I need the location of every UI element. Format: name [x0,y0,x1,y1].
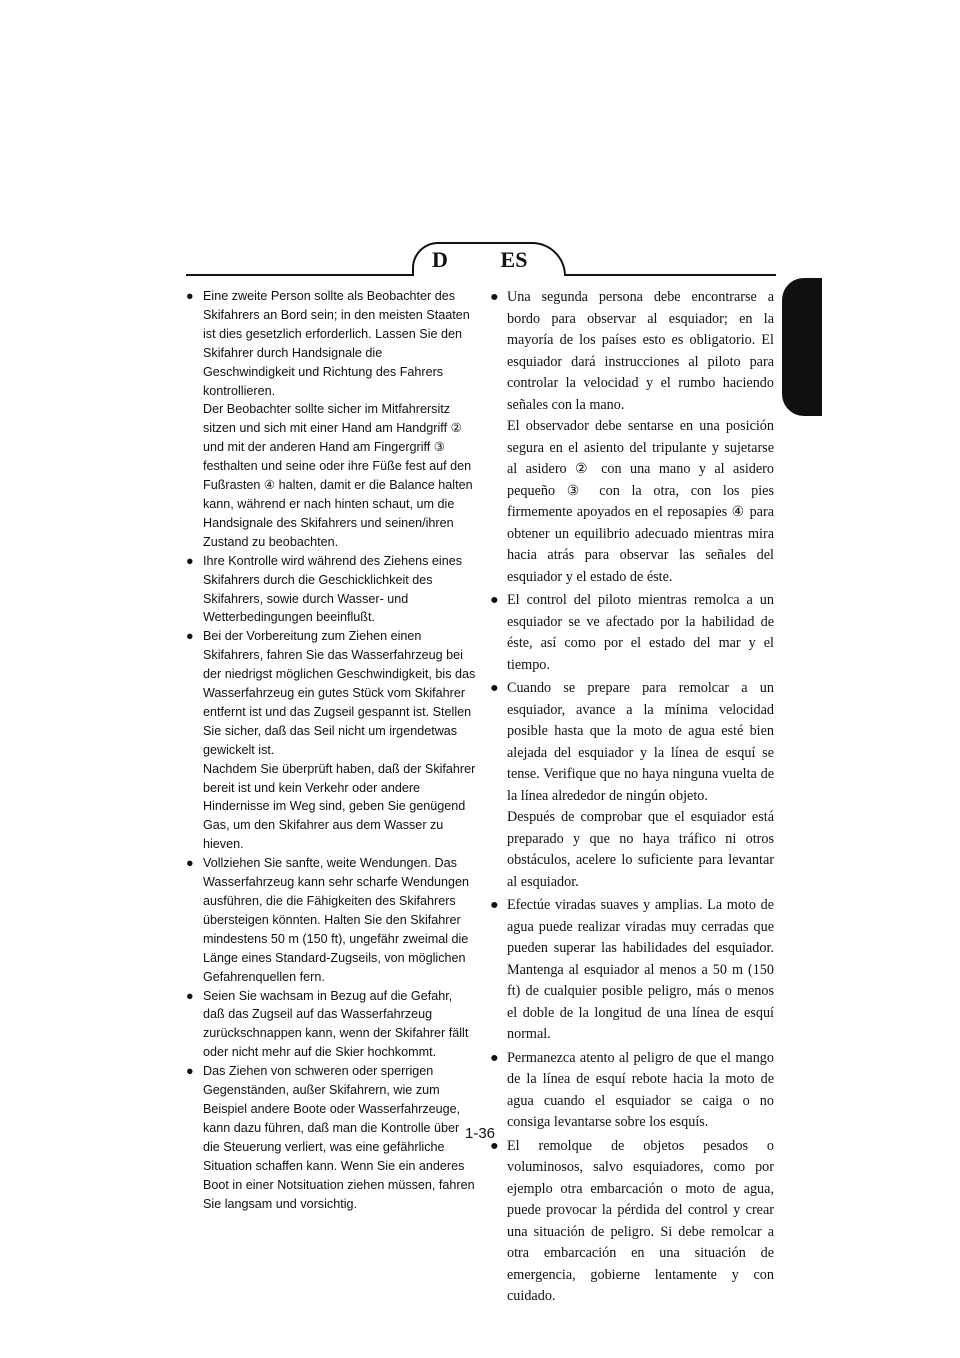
language-header [186,242,776,282]
bullet-icon: ● [186,289,194,303]
bullet-icon: ● [490,1049,499,1066]
item-paragraph: Seien Sie wachsam in Bezug auf die Gefahr, daß das Zugseil auf das Wasserfahrzeug zurückschnappen kann, wenn der Skifahrer fällt oder nicht mehr auf die Skier hochkommt. [203,988,469,1060]
bullet-icon: ● [186,988,194,1003]
item-paragraph: Cuando se prepare para remolcar a un esquiador, avance a la mínima velocidad posible hasta que la moto de agua esté bien alejada del esquiador y la línea de esquí se tense. Verifique que no haya ninguna vuelta de la línea alrededor de ningún objeto. [507,680,774,804]
bullet-item [490,590,774,676]
item-paragraph: El observador debe sentarse en una posición segura en el asiento del tripulante y sujetarse al asidero ② con una mano y al asidero pequeño ③ con la otra, con los pies firmemente apoyados en el reposapies ④ para obtener un equilibrio adecuado mientras mira hacia atrás para observar las señales del esquiador y el estado de éste. [507,418,774,585]
item-paragraph: El control del piloto mientras remolca a un esquiador se ve afectado por la habilidad de éste, así como por el estado del mar y el tiempo. [507,592,774,673]
bullet-icon: ● [186,629,194,644]
bullet-item [186,627,476,854]
bullet-item [490,287,774,588]
item-paragraph: Bei der Vorbereitung zum Ziehen einen Skifahrers, fahren Sie das Wasserfahrzeug bei der niedrigst möglichen Geschwindigkeit, bis das Wasserfahrzeug ein gutes Stück vom Skifahrer entfernt ist und das Zugseil gespannt ist. Stellen Sie sicher, daß das Seil nicht um irgendetwas gewickelt ist. [203,629,476,757]
bullet-item [186,854,476,986]
bullet-icon: ● [490,592,499,608]
bullet-icon: ● [186,1064,194,1079]
language-tab-german: D [412,242,466,276]
bullet-item [490,895,774,1046]
item-paragraph: Der Beobachter sollte sicher im Mitfahrersitz sitzen und sich mit einer Hand am Handgriff ② und mit der anderen Hand am Fingergriff ③ festhalten und seine oder ihre Füße fest auf den Fußrasten ④ halten, damit er die Balance halten kann, während er nach hinten schaut, um die Handsignale des Skifahrers und seinen/ihren Zustand zu beobachten. [203,402,473,549]
item-paragraph: Nachdem Sie überprüft haben, daß der Skifahrer bereit ist und kein Verkehr oder andere Hindernisse im Weg sind, geben Sie genügend Gas, um den Skifahrer aus dem Wasser zu hieven. [203,761,476,852]
item-paragraph: Ihre Kontrolle wird während des Ziehens eines Skifahrers durch die Geschicklichkeit des Skifahrers, sowie durch Wasser- und Wetterbedingungen beeinflußt. [203,553,463,625]
bullet-icon: ● [490,680,499,696]
item-paragraph: Efectúe viradas suaves y amplias. La moto de agua puede realizar viradas muy cerradas que pueden superar las habilidades del esquiador. Mantenga al esquiador al menos a 50 m (150 ft) de cualquier posible peligro, más o menos el doble de la longitud de una línea de esquí normal. [507,897,774,1042]
item-paragraph: Eine zweite Person sollte als Beobachter des Skifahrers an Bord sein; in den meisten Staaten ist dies gesetzlich erforderlich. Lassen Sie den Skifahrer durch Handsignale die Geschwindigkeit und Richtung des Fahrers kontrollieren. [203,289,470,398]
bullet-item [186,287,476,552]
item-paragraph: El remolque de objetos pesados o voluminosos, salvo esquiadores, como por ejemplo otra embarcación o moto de agua, puede provocar la pérdida del control y crear una situación de peligro. Si debe remolcar a otra embarcación en una situación de emergencia, gobierne lentamente y con cuidado. [507,1137,774,1304]
item-paragraph: Una segunda persona debe encontrarse a bordo para observar al esquiador; en la mayoría de los países esto es obligatorio. El esquiador dará instrucciones al piloto para controlar la velocidad y el rumbo haciendo señales con la mano. [507,289,774,413]
item-paragraph: Vollziehen Sie sanfte, weite Wendungen. Das Wasserfahrzeug kann sehr scharfe Wendungen ausführen, die die Fähigkeiten des Skifahrers übersteigen könnten. Halten Sie den Skifahrer mindestens 50 m (150 ft), ungefähr zweimal die Länge eines Standard-Zugseils, von möglichen Gefahrenquellen fern. [203,856,470,984]
page-number: 1-36 [464,1125,496,1142]
bullet-icon: ● [186,553,194,568]
item-paragraph: Permanezca atento al peligro de que el mango de la línea de esquí rebote hacia la moto de agua cuando el esquiador se caiga o no consiga levantarse sobre los esquís. [507,1049,774,1130]
german-column [186,287,476,1213]
language-tab-spanish: ES [464,242,566,276]
chapter-thumb-tab [782,278,822,416]
bullet-item [490,678,774,893]
bullet-item [186,552,476,628]
spanish-column [490,287,774,1308]
bullet-item [186,987,476,1063]
bullet-icon: ● [186,856,194,871]
bullet-icon: ● [490,897,499,913]
bullet-icon: ● [490,1137,499,1154]
item-paragraph: Después de comprobar que el esquiador está preparado y que no haya tráfico ni otros obstáculos, acelere lo suficiente para levantar al esquiador. [507,809,774,890]
bullet-icon: ● [490,289,499,305]
bullet-item [490,1136,774,1308]
bullet-item [490,1048,774,1134]
item-paragraph: Das Ziehen von schweren oder sperrigen Gegenständen, außer Skifahrern, wie zum Beispiel andere Boote oder Wasserfahrzeuge, kann dazu führen, daß man die Kontrolle über die Steuerung verliert, was eine gefährliche Situation schaffen kann. Wenn Sie ein anderes Boot in einer Notsituation ziehen müssen, fahren Sie langsam und vorsichtig. [203,1064,475,1211]
